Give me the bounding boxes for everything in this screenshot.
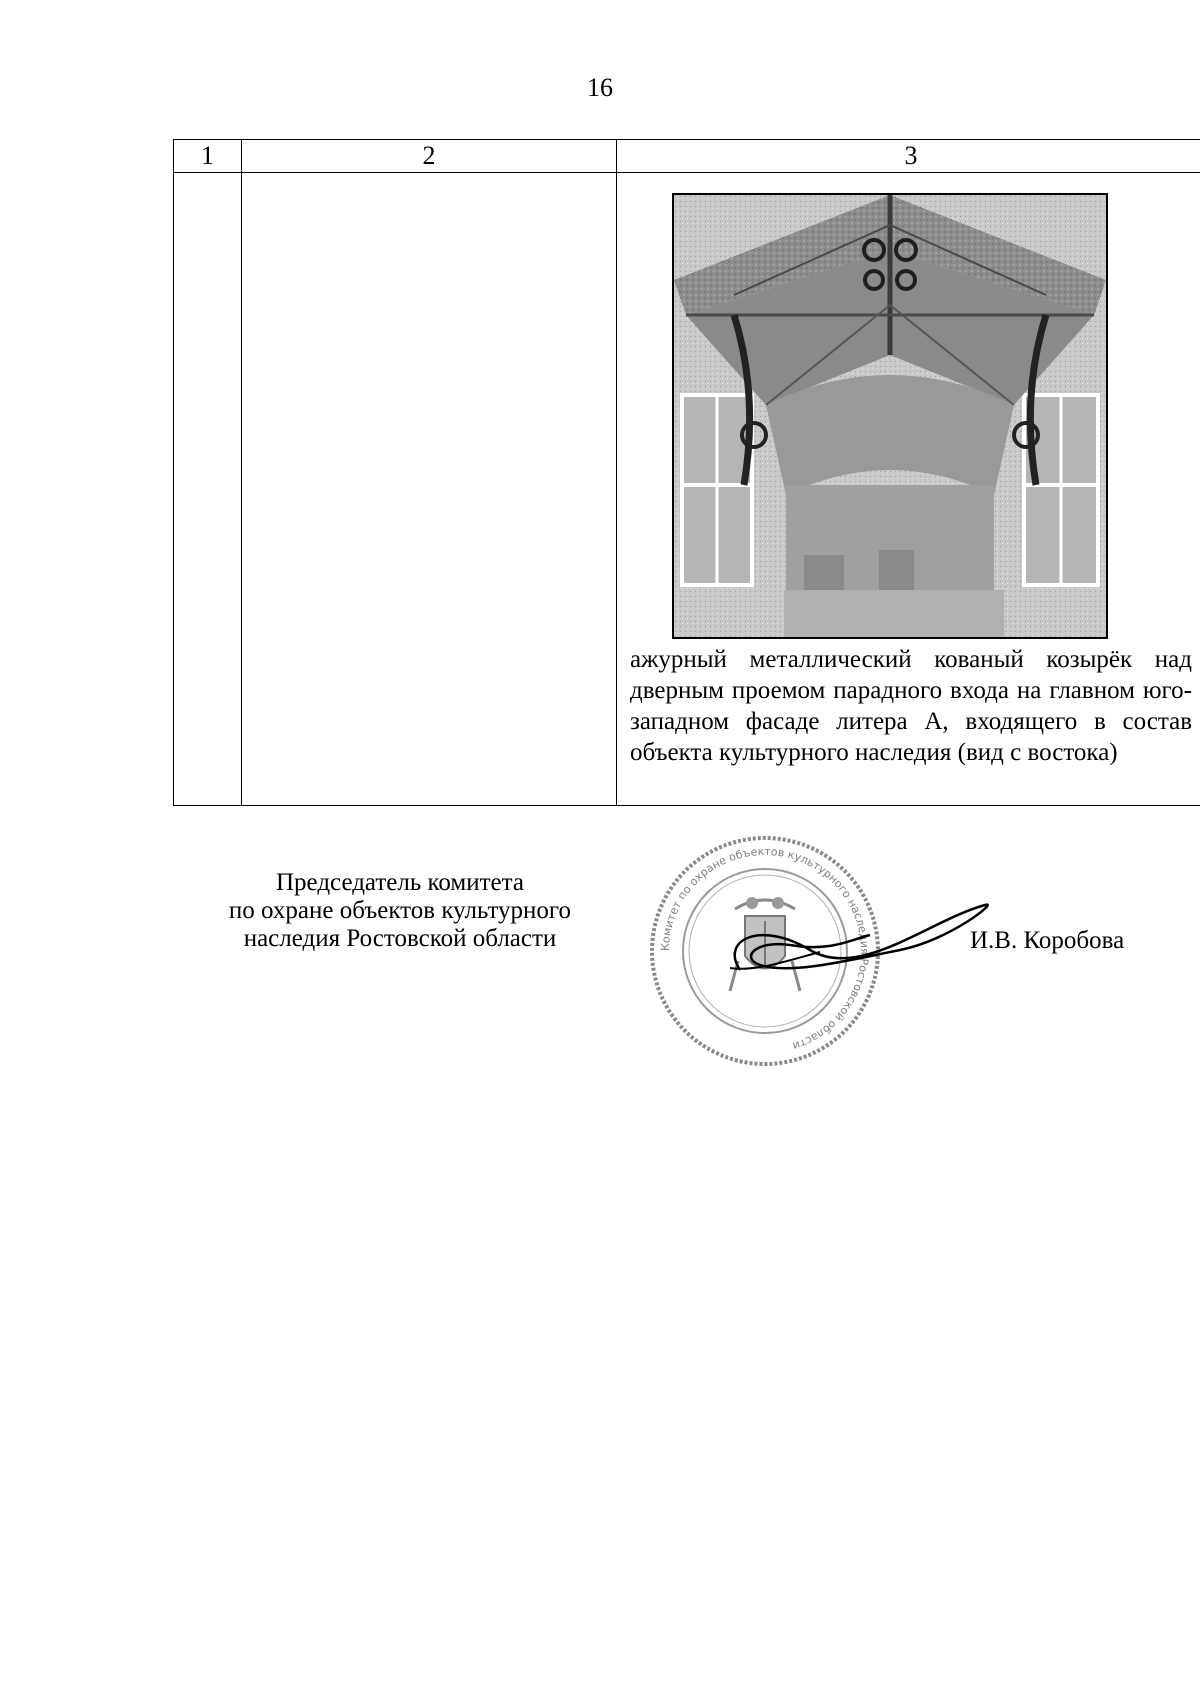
- page-number: 16: [587, 73, 613, 102]
- table-cell-photo: [617, 173, 1200, 806]
- table-cell-number: [174, 173, 242, 806]
- table-row: [174, 173, 1200, 806]
- handwritten-signature-icon: [700, 880, 990, 1010]
- table-header-cell-1: 1: [174, 140, 242, 173]
- table-header-cell-2: 2: [242, 140, 617, 173]
- document-table: [173, 139, 1200, 806]
- table-header-cell-3: 3: [617, 140, 1200, 173]
- table-header-row: [174, 140, 1200, 173]
- table-cell-description: [242, 173, 617, 806]
- signer-name: И.В. Коробова: [970, 927, 1125, 954]
- photo-caption: ажурный металлический кованый козырёк над дверным проемом парадного входа на главном юго-западном фасаде литера А, входящего в состав объекта культурного наследия (вид с востока): [630, 646, 1192, 766]
- signatory-title-line: Председатель комитета: [276, 869, 524, 896]
- signatory-title-line: наследия Ростовской области: [243, 925, 557, 952]
- signatory-title-line: по охране объектов культурного: [228, 897, 572, 924]
- forged-canopy-photo-icon: [672, 193, 1108, 639]
- seal-text: Комитет по охране объектов культурного наследия Ростовской области: [658, 844, 872, 1053]
- signatory-title: [190, 869, 610, 953]
